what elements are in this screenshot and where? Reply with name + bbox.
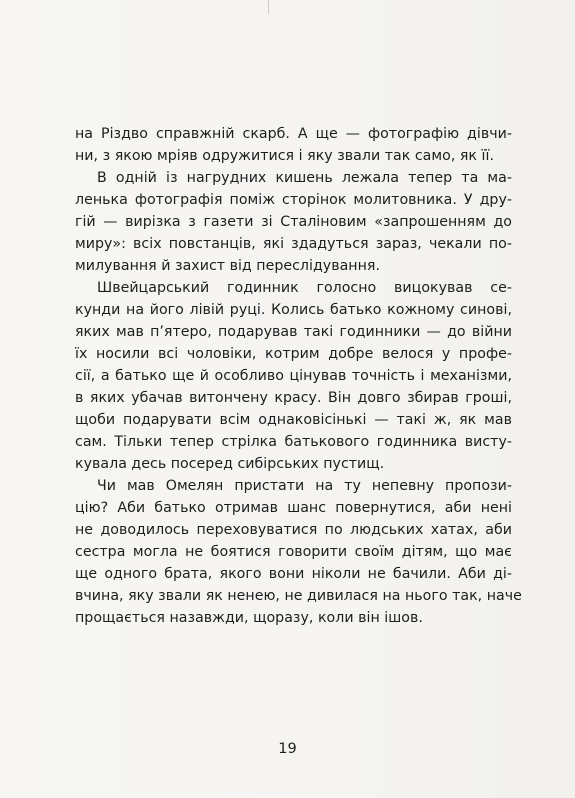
- text-line: сам. Тільки тепер стрілка батькового годинника висту-: [75, 434, 512, 450]
- text-line: на Різдво справжній скарб. А ще — фотографію дівчи-: [75, 126, 512, 142]
- text-line: миру»: всіх повстанців, які здадуться зараз, чекали по-: [75, 236, 512, 252]
- text-line: ще одного брата, якого вони ніколи не бачили. Аби ді-: [75, 566, 512, 582]
- text-line: цію? Аби батько отримав шанс повернутися, аби нені: [75, 500, 512, 516]
- paragraph-1: [75, 123, 512, 167]
- text-line: не доводилось переховуватися по людських хатах, аби: [75, 522, 512, 538]
- text-line: ни, з якою мріяв одружитися і яку звали так само, як її.: [75, 148, 495, 164]
- paragraph-4: [75, 475, 522, 629]
- text-line: Чи мав Омелян пристати на ту непевну пропози-: [97, 478, 512, 494]
- text-line: в яких убачав витончену красу. Він довго збирав гроші,: [75, 390, 512, 406]
- text-line: В одній із нагрудних кишень лежала тепер та ма-: [97, 170, 512, 186]
- paragraph-2: [75, 167, 512, 277]
- text-line: ленька фотографія поміж сторінок молитовника. У дру-: [75, 192, 512, 208]
- text-line: яких мав п’ятеро, подарував такі годинники — до війни: [75, 324, 512, 340]
- text-line: милування й захист від переслідування.: [75, 258, 380, 274]
- text-line: прощається назавжди, щоразу, коли він ішов.: [75, 610, 423, 626]
- text-line: кунди на його лівій руці. Колись батько кожному синові,: [75, 302, 512, 318]
- paragraph-3: [75, 277, 512, 475]
- text-line: їх носили всі чоловіки, котрим добре велося у профе-: [75, 346, 512, 362]
- text-line: вчина, яку звали як ненею, не дивилася на нього так, наче: [75, 588, 522, 604]
- body-text: [75, 123, 522, 629]
- text-line: кувала десь посеред сибірських пустищ.: [75, 456, 385, 472]
- page-number: 19: [278, 741, 297, 757]
- page-edge-mark: [268, 0, 269, 14]
- text-line: щоби подарувати всім однаковісінькі — такі ж, як мав: [75, 412, 512, 428]
- text-line: гій — вирізка з газети зі Сталіновим «запрошенням до: [75, 214, 512, 230]
- text-line: сестра могла не боятися говорити своїм дітям, що має: [75, 544, 512, 560]
- text-line: Швейцарський годинник голосно вицокував се-: [97, 280, 512, 296]
- text-line: сії, а батько ще й особливо цінував точність і механізми,: [75, 368, 512, 384]
